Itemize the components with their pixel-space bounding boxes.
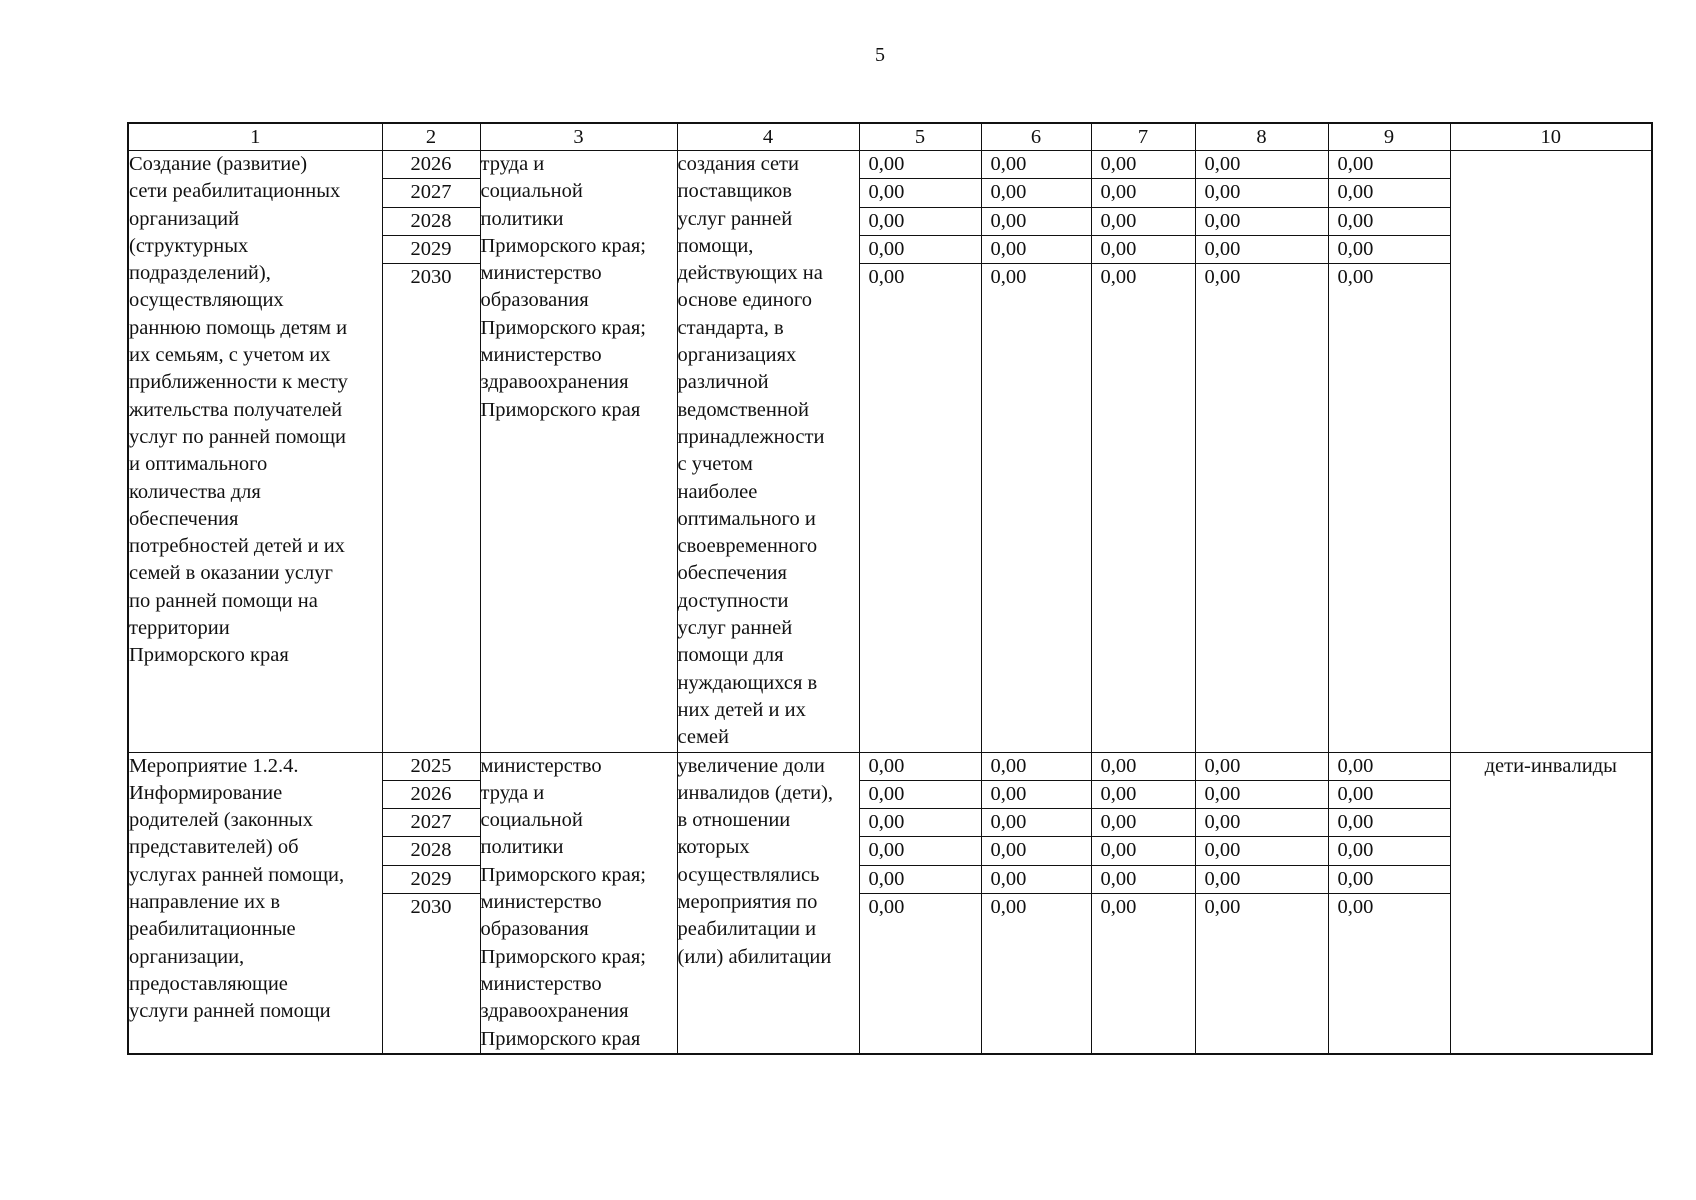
value-line: 0,00	[1328, 837, 1450, 865]
value-line: 0,00	[859, 208, 981, 236]
text-line: помощи,	[677, 234, 754, 257]
text-line: услуг ранней	[677, 617, 793, 640]
value-line: 0,00	[981, 236, 1091, 264]
text-line: подразделений),	[129, 262, 271, 285]
value-cell-7	[1091, 752, 1195, 1054]
value-line: 0,00	[1195, 866, 1328, 894]
value-line: 0,00	[1328, 236, 1450, 264]
value-line: 0,00	[859, 809, 981, 837]
text-line: семей в оказании услуг	[129, 562, 333, 585]
year-line: 2025	[382, 753, 480, 781]
text-line: в отношении	[677, 809, 791, 832]
value-line: 0,00	[1091, 809, 1195, 837]
value-line: 0,00	[859, 151, 981, 179]
text-line: образования	[480, 918, 589, 941]
text-line: обеспечения	[129, 507, 239, 530]
value-line: 0,00	[859, 179, 981, 207]
value-line: 0,00	[1091, 236, 1195, 264]
header-cell: 10	[1450, 123, 1652, 151]
text-line: здравоохранения	[480, 371, 629, 394]
text-line: социальной	[480, 809, 583, 832]
value-line: 0,00	[981, 837, 1091, 865]
header-cell: 7	[1091, 123, 1195, 151]
value-line: 0,00	[1195, 809, 1328, 837]
year-line: 2029	[382, 236, 480, 264]
year-line: 2030	[410, 266, 452, 289]
text-line: реабилитации и	[677, 918, 817, 941]
value-line: 0,00	[859, 781, 981, 809]
header-cell: 9	[1328, 123, 1450, 151]
text-line: реабилитационные	[129, 918, 296, 941]
text-line: Приморского края	[480, 1027, 641, 1050]
text-line: их семьям, с учетом их	[129, 344, 331, 367]
years-cell	[382, 752, 480, 1054]
text-line: помощи для	[677, 644, 784, 667]
text-line: принадлежности	[677, 425, 825, 448]
value-line: 0,00	[1100, 266, 1137, 289]
text-line: обеспечения	[677, 562, 787, 585]
text-line: создания сети	[677, 153, 799, 175]
value-line: 0,00	[1204, 896, 1241, 919]
header-cell: 3	[480, 123, 677, 151]
header-cell: 5	[859, 123, 981, 151]
value-line: 0,00	[1091, 179, 1195, 207]
text-line: своевременного	[677, 535, 818, 558]
text-line: (структурных	[129, 234, 249, 257]
value-cell-8	[1195, 151, 1328, 753]
year-line: 2026	[382, 781, 480, 809]
executors-cell	[480, 151, 677, 753]
text-line: услугах ранней помощи,	[129, 863, 345, 886]
year-line: 2027	[382, 179, 480, 207]
text-line: образования	[480, 289, 589, 312]
value-line: 0,00	[1328, 151, 1450, 179]
value-line: 0,00	[859, 866, 981, 894]
text-line: организации,	[129, 945, 245, 968]
value-line: 0,00	[1091, 151, 1195, 179]
header-cell: 4	[677, 123, 859, 151]
text-line: министерство	[480, 754, 602, 777]
text-line: нуждающихся в	[677, 671, 818, 694]
text-line: Приморского края;	[480, 234, 646, 257]
text-line: Приморского края;	[480, 316, 646, 339]
text-line: и оптимального	[129, 453, 268, 476]
year-line: 2026	[382, 151, 480, 179]
header-cell: 1	[128, 123, 382, 151]
value-line: 0,00	[859, 837, 981, 865]
text-line: увеличение доли	[677, 754, 825, 777]
text-line: услуг по ранней помощи	[129, 425, 347, 448]
text-line: услуги ранней помощи	[129, 1000, 331, 1023]
text-line: Приморского края;	[480, 945, 646, 968]
value-line: 0,00	[1328, 208, 1450, 236]
year-line: 2028	[382, 837, 480, 865]
value-line: 0,00	[1328, 809, 1450, 837]
text-line: наиболее	[677, 480, 758, 503]
value-line: 0,00	[981, 809, 1091, 837]
activity-cell	[128, 151, 382, 753]
value-line: 0,00	[1204, 266, 1241, 289]
text-line: организаций	[129, 207, 240, 230]
value-cell-6	[981, 151, 1091, 753]
text-line: потребностей детей и их	[129, 535, 345, 558]
text-line: Приморского края;	[480, 863, 646, 886]
table-row	[128, 752, 1652, 1054]
value-line: 0,00	[1337, 266, 1374, 289]
text-line: осуществлялись	[677, 863, 820, 886]
text-line: сети реабилитационных	[129, 180, 341, 203]
text-line: родителей (законных	[129, 809, 313, 832]
text-line: доступности	[677, 589, 789, 612]
value-line: 0,00	[1195, 781, 1328, 809]
text-line: действующих на	[677, 262, 823, 285]
year-line: 2029	[382, 866, 480, 894]
value-line: 0,00	[868, 266, 905, 289]
years-cell	[382, 151, 480, 753]
audience-cell: дети-инвалиды	[1450, 752, 1652, 1054]
text-line: услуг ранней	[677, 207, 793, 230]
value-line: 0,00	[981, 151, 1091, 179]
value-cell-5	[859, 752, 981, 1054]
header-row	[128, 123, 1652, 151]
text-line: раннюю помощь детям и	[129, 316, 348, 339]
text-line: основе единого	[677, 289, 812, 312]
activity-cell	[128, 752, 382, 1054]
text-line: которых	[677, 836, 750, 859]
text-line: поставщиков	[677, 180, 792, 203]
text-line: ведомственной	[677, 398, 810, 421]
result-cell	[677, 151, 859, 753]
program-table	[127, 122, 1653, 1055]
value-line: 0,00	[981, 753, 1091, 781]
value-line: 0,00	[981, 179, 1091, 207]
year-line: 2027	[382, 809, 480, 837]
text-line: направление их в	[129, 891, 281, 914]
text-line: труда и	[480, 153, 545, 175]
text-line: организациях	[677, 344, 797, 367]
text-line: жительства получателей	[129, 398, 343, 421]
value-line: 0,00	[1328, 866, 1450, 894]
value-line: 0,00	[1328, 781, 1450, 809]
text-line: приближенности к месту	[129, 371, 348, 394]
result-cell	[677, 752, 859, 1054]
value-line: 0,00	[981, 781, 1091, 809]
header-cell: 8	[1195, 123, 1328, 151]
text-line: труда и	[480, 781, 545, 804]
value-cell-8	[1195, 752, 1328, 1054]
value-cell-6	[981, 752, 1091, 1054]
text-line: по ранней помощи на	[129, 589, 318, 612]
text-line: них детей и их	[677, 698, 806, 721]
text-line: политики	[480, 836, 564, 859]
value-line: 0,00	[1091, 837, 1195, 865]
value-line: 0,00	[859, 236, 981, 264]
value-line: 0,00	[1091, 866, 1195, 894]
value-line: 0,00	[981, 866, 1091, 894]
value-line: 0,00	[1091, 208, 1195, 236]
text-line: Приморского края	[129, 644, 289, 667]
value-line: 0,00	[1195, 179, 1328, 207]
text-line: оптимального и	[677, 507, 816, 530]
text-line: семей	[677, 726, 729, 749]
table-row	[128, 151, 1652, 753]
text-line: инвалидов (дети),	[677, 781, 834, 804]
header-cell: 2	[382, 123, 480, 151]
value-cell-5	[859, 151, 981, 753]
value-line: 0,00	[1091, 753, 1195, 781]
value-cell-7	[1091, 151, 1195, 753]
value-cell-9	[1328, 151, 1450, 753]
value-line: 0,00	[990, 266, 1027, 289]
value-cell-9	[1328, 752, 1450, 1054]
value-line: 0,00	[1195, 236, 1328, 264]
text-line: мероприятия по	[677, 891, 818, 914]
text-line: министерство	[480, 262, 602, 285]
value-line: 0,00	[1195, 208, 1328, 236]
value-line: 0,00	[990, 896, 1027, 919]
value-line: 0,00	[1195, 151, 1328, 179]
value-line: 0,00	[1195, 837, 1328, 865]
text-line: (или) абилитации	[677, 945, 832, 968]
value-line: 0,00	[1091, 781, 1195, 809]
text-line: осуществляющих	[129, 289, 284, 312]
text-line: Мероприятие 1.2.4.	[129, 754, 299, 777]
text-line: количества для	[129, 480, 261, 503]
value-line: 0,00	[859, 753, 981, 781]
text-line: министерство	[480, 344, 602, 367]
text-line: Приморского края	[480, 398, 641, 421]
text-line: министерство	[480, 972, 602, 995]
text-line: различной	[677, 371, 769, 394]
audience-cell	[1450, 151, 1652, 753]
text-line: Создание (развитие)	[129, 153, 308, 175]
value-line: 0,00	[1195, 753, 1328, 781]
header-cell: 6	[981, 123, 1091, 151]
executors-cell	[480, 752, 677, 1054]
text-line: представителей) об	[129, 836, 299, 859]
text-line: с учетом	[677, 453, 753, 476]
value-line: 0,00	[981, 208, 1091, 236]
year-line: 2030	[410, 896, 452, 919]
value-line: 0,00	[1337, 896, 1374, 919]
value-line: 0,00	[1328, 753, 1450, 781]
text-line: здравоохранения	[480, 1000, 629, 1023]
text-line: стандарта, в	[677, 316, 784, 339]
text-line: Информирование	[129, 781, 283, 804]
year-line: 2028	[382, 208, 480, 236]
text-line: министерство	[480, 891, 602, 914]
text-line: политики	[480, 207, 564, 230]
text-line: территории	[129, 617, 230, 640]
text-line: предоставляющие	[129, 972, 288, 995]
value-line: 0,00	[868, 896, 905, 919]
page-number: 5	[875, 44, 885, 66]
text-line: социальной	[480, 180, 583, 203]
value-line: 0,00	[1328, 179, 1450, 207]
value-line: 0,00	[1100, 896, 1137, 919]
